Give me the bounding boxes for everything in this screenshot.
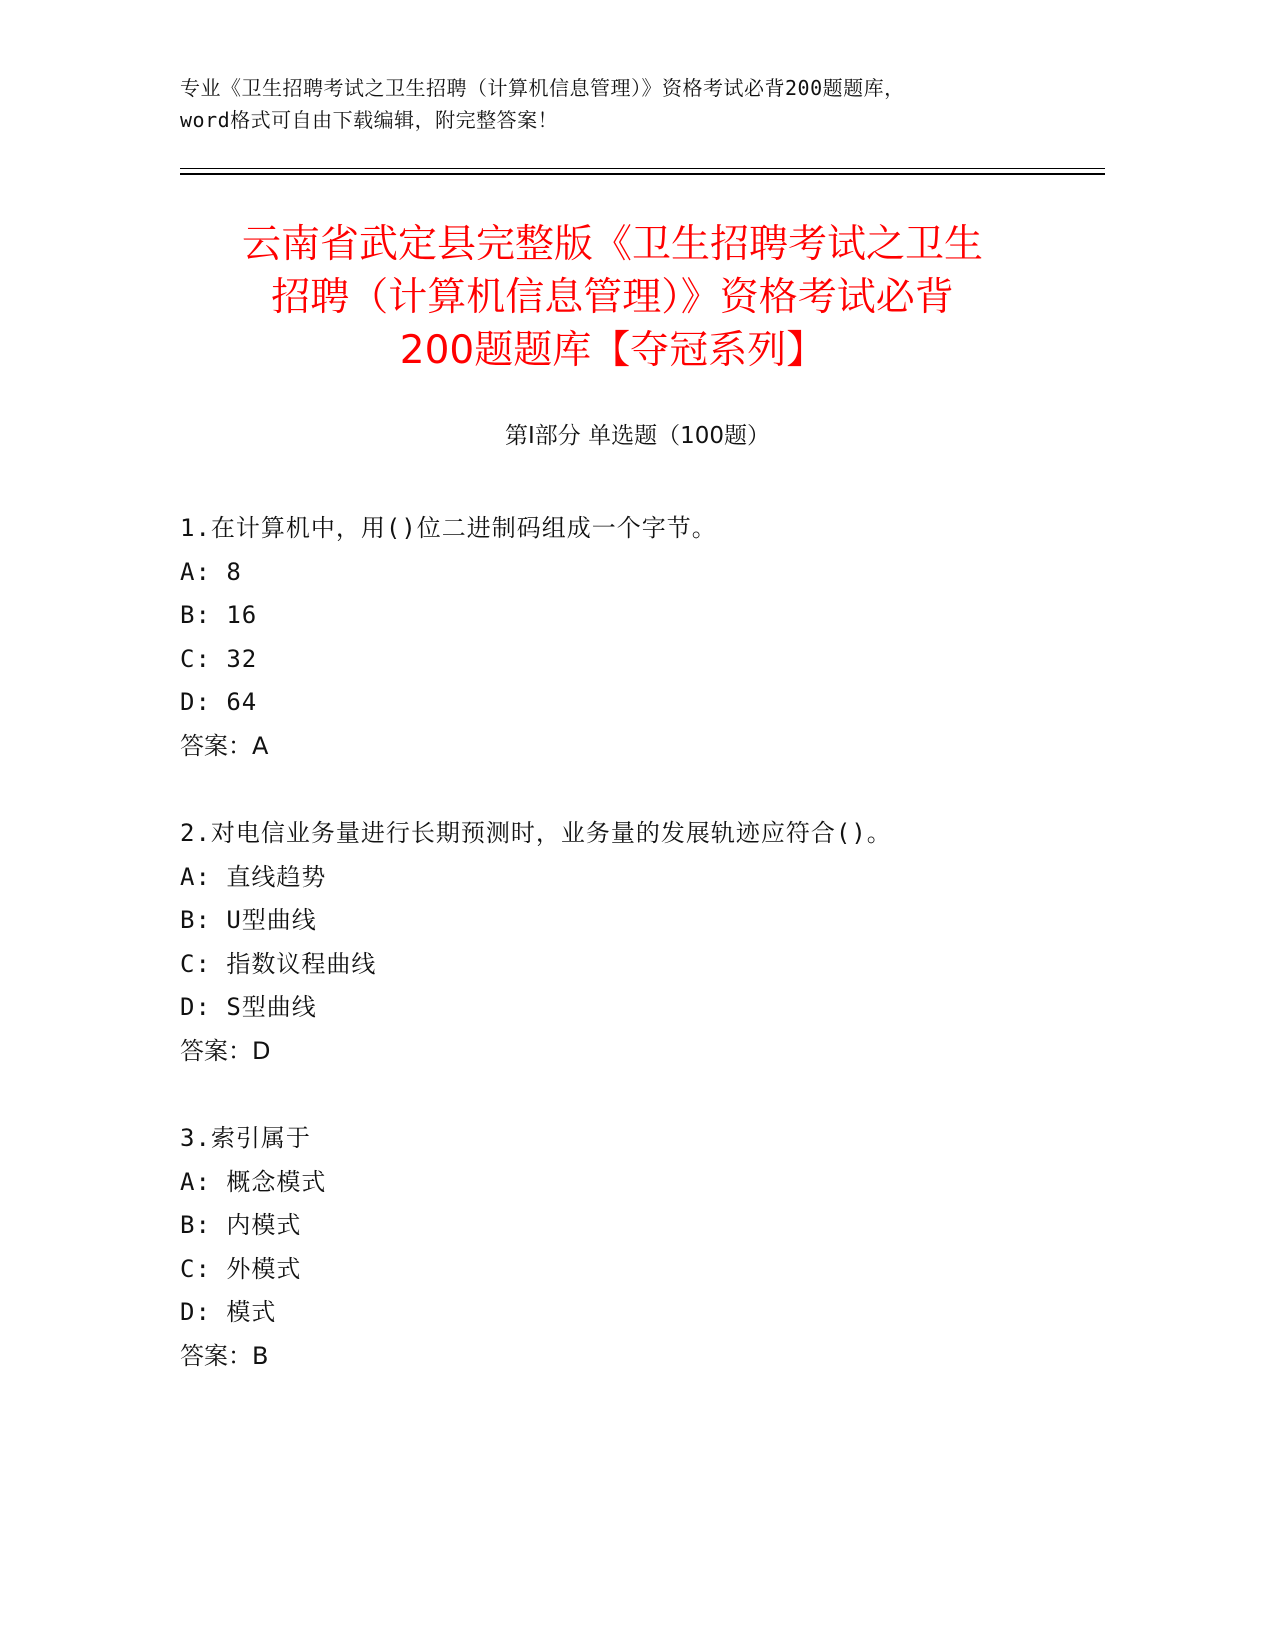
header-note-line-1: 专业《卫生招聘考试之卫生招聘（计算机信息管理）》资格考试必背200题题库，	[180, 76, 905, 100]
option-c: C: 32	[180, 644, 258, 673]
header-rule-thin	[180, 168, 1105, 169]
document-title-line-1: 云南省武定县完整版《卫生招聘考试之卫生	[241, 222, 983, 267]
header-rule-thick	[180, 173, 1105, 175]
option-d: D: 模式	[180, 1298, 277, 1326]
question-stem: 2.对电信业务量进行长期预测时，业务量的发展轨迹应符合()。	[180, 819, 892, 847]
answer-line: 答案：A	[180, 731, 269, 760]
question-2	[180, 812, 1130, 1073]
header-note-line-2: word格式可自由下载编辑，附完整答案！	[180, 108, 559, 132]
document-title-line-3: 200题题库【夺冠系列】	[399, 328, 826, 373]
option-a: A: 8	[180, 557, 242, 586]
option-c: C: 指数议程曲线	[180, 949, 377, 978]
question-1	[180, 507, 1130, 768]
option-b: B: U型曲线	[180, 906, 317, 934]
answer-line: 答案：B	[180, 1341, 269, 1370]
option-a: A: 概念模式	[180, 1167, 327, 1196]
document-title	[160, 218, 1065, 377]
option-d: D: 64	[180, 688, 258, 716]
document-title-line-2: 招聘（计算机信息管理）》资格考试必背	[271, 275, 954, 320]
option-b: B: 16	[180, 601, 258, 629]
option-b: B: 内模式	[180, 1211, 302, 1239]
question-stem: 3.索引属于	[180, 1124, 311, 1152]
section-heading: 第Ⅰ部分 单选题（100题）	[505, 423, 770, 449]
option-c: C: 外模式	[180, 1254, 302, 1283]
question-3	[180, 1117, 1130, 1378]
question-stem: 1.在计算机中，用()位二进制码组成一个字节。	[180, 514, 717, 542]
option-d: D: S型曲线	[180, 993, 317, 1021]
answer-line: 答案：D	[180, 1036, 271, 1065]
header-note	[180, 72, 1110, 136]
option-a: A: 直线趋势	[180, 862, 327, 891]
